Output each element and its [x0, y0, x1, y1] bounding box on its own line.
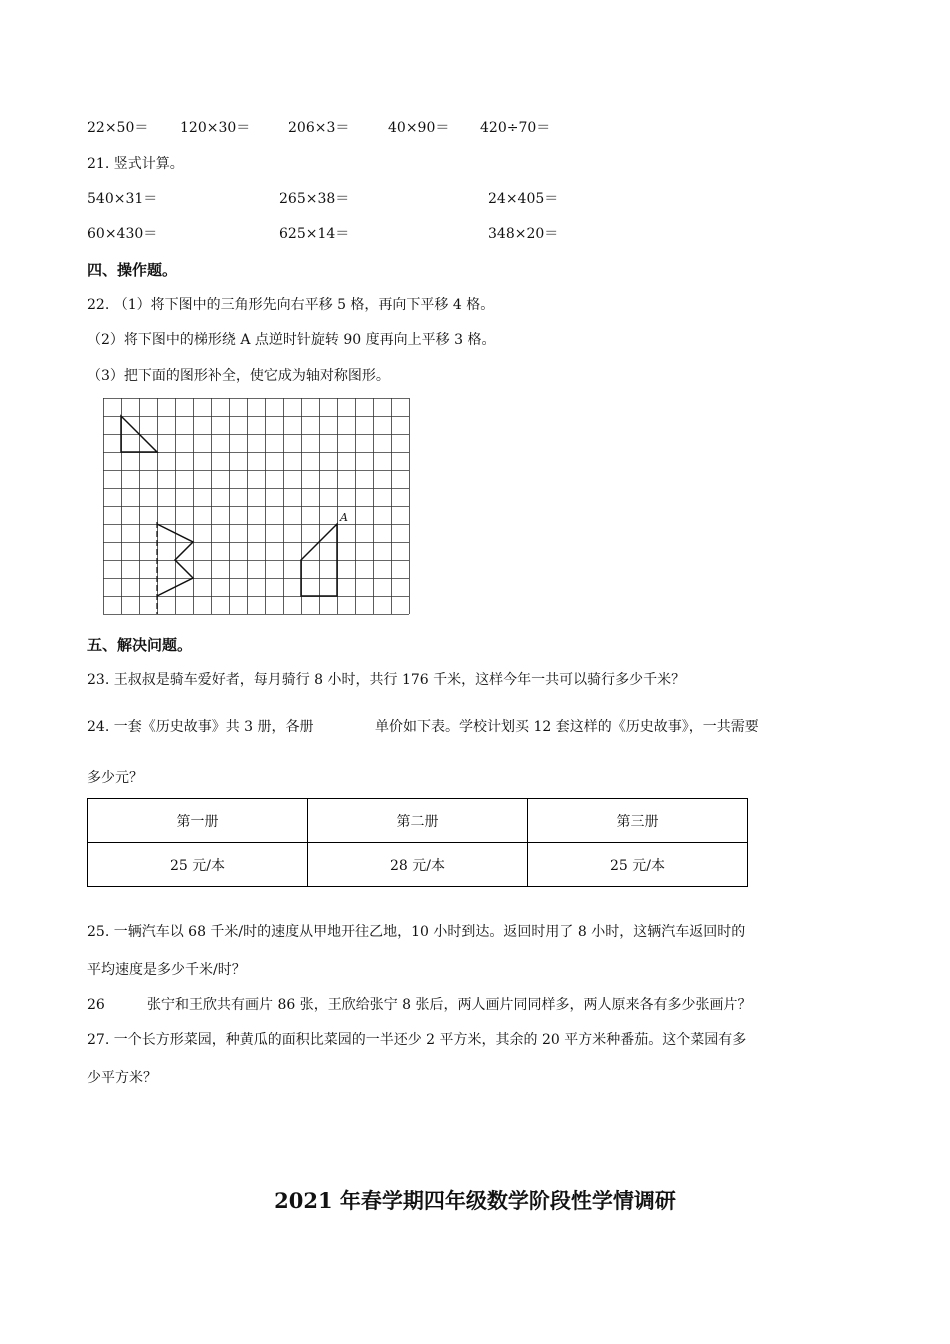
- price-table: [87, 798, 748, 887]
- point-a-label: A: [340, 511, 348, 524]
- table-row: [88, 843, 748, 887]
- oral-calc-3: 206×3＝: [288, 120, 350, 136]
- table-header-row: [88, 799, 748, 843]
- table-cell: 25 元/本: [528, 843, 748, 887]
- half-symmetric-shape: [157, 524, 193, 596]
- q21-item-6: 348×20＝: [488, 226, 559, 242]
- q25-line-1: 25. 一辆汽车以 68 千米/时的速度从甲地开往乙地，10 小时到达。返回时用了 8 小时，这辆汽车返回时的: [87, 924, 746, 940]
- trapezoid-shape: [301, 524, 337, 596]
- q27-line-2: 少平方米？: [87, 1070, 157, 1086]
- table-cell: 25 元/本: [88, 843, 308, 887]
- grid-lines: [103, 398, 410, 615]
- triangle-shape: [121, 416, 157, 452]
- grid-figure: [103, 398, 413, 622]
- oral-calc-2: 120×30＝: [180, 120, 251, 136]
- q23-text: 23. 王叔叔是骑车爱好者，每月骑行 8 小时，共行 176 千米，这样今年一共可以骑行多少千米？: [87, 672, 686, 688]
- section-4-heading: 四、操作题。: [87, 261, 178, 279]
- oral-calc-1: 22×50＝: [87, 120, 149, 136]
- q21-item-3: 24×405＝: [488, 191, 559, 207]
- q22-line-1: 22. （1）将下图中的三角形先向右平移 5 格，再向下平移 4 格。: [87, 297, 495, 313]
- q26-number: 26: [87, 997, 105, 1013]
- table-cell: 28 元/本: [308, 843, 528, 887]
- q22-line-2: （2）将下图中的梯形绕 A 点逆时针旋转 90 度再向上平移 3 格。: [87, 332, 496, 348]
- q24-line-1a: 24. 一套《历史故事》共 3 册，各册: [87, 719, 314, 735]
- q24-line-1b: 单价如下表。学校计划买 12 套这样的《历史故事》，一共需要: [375, 719, 759, 735]
- q21-item-4: 60×430＝: [87, 226, 158, 242]
- table-header-cell: 第二册: [308, 799, 528, 843]
- q21-item-2: 265×38＝: [279, 191, 350, 207]
- q21-item-5: 625×14＝: [279, 226, 350, 242]
- q21-item-1: 540×31＝: [87, 191, 158, 207]
- q21-title: 21. 竖式计算。: [87, 156, 184, 172]
- grid-svg: [103, 398, 413, 618]
- oral-calc-4: 40×90＝: [388, 120, 450, 136]
- footer-title: 2021 年春学期四年级数学阶段性学情调研: [274, 1188, 676, 1213]
- q27-line-1: 27. 一个长方形菜园，种黄瓜的面积比菜园的一半还少 2 平方米，其余的 20 平方米种番茄。这个菜园有多: [87, 1032, 747, 1048]
- table-header-cell: 第三册: [528, 799, 748, 843]
- q26-text: 张宁和王欣共有画片 86 张，王欣给张宁 8 张后，两人画片同同样多，两人原来各有多少张画片？: [147, 997, 752, 1013]
- q24-line-2: 多少元？: [87, 770, 143, 786]
- section-5-heading: 五、解决问题。: [87, 636, 193, 654]
- q25-line-2: 平均速度是多少千米/时？: [87, 962, 246, 978]
- table-header-cell: 第一册: [88, 799, 308, 843]
- oral-calc-5: 420÷70＝: [480, 120, 551, 136]
- q22-line-3: （3）把下面的图形补全，使它成为轴对称图形。: [87, 368, 390, 384]
